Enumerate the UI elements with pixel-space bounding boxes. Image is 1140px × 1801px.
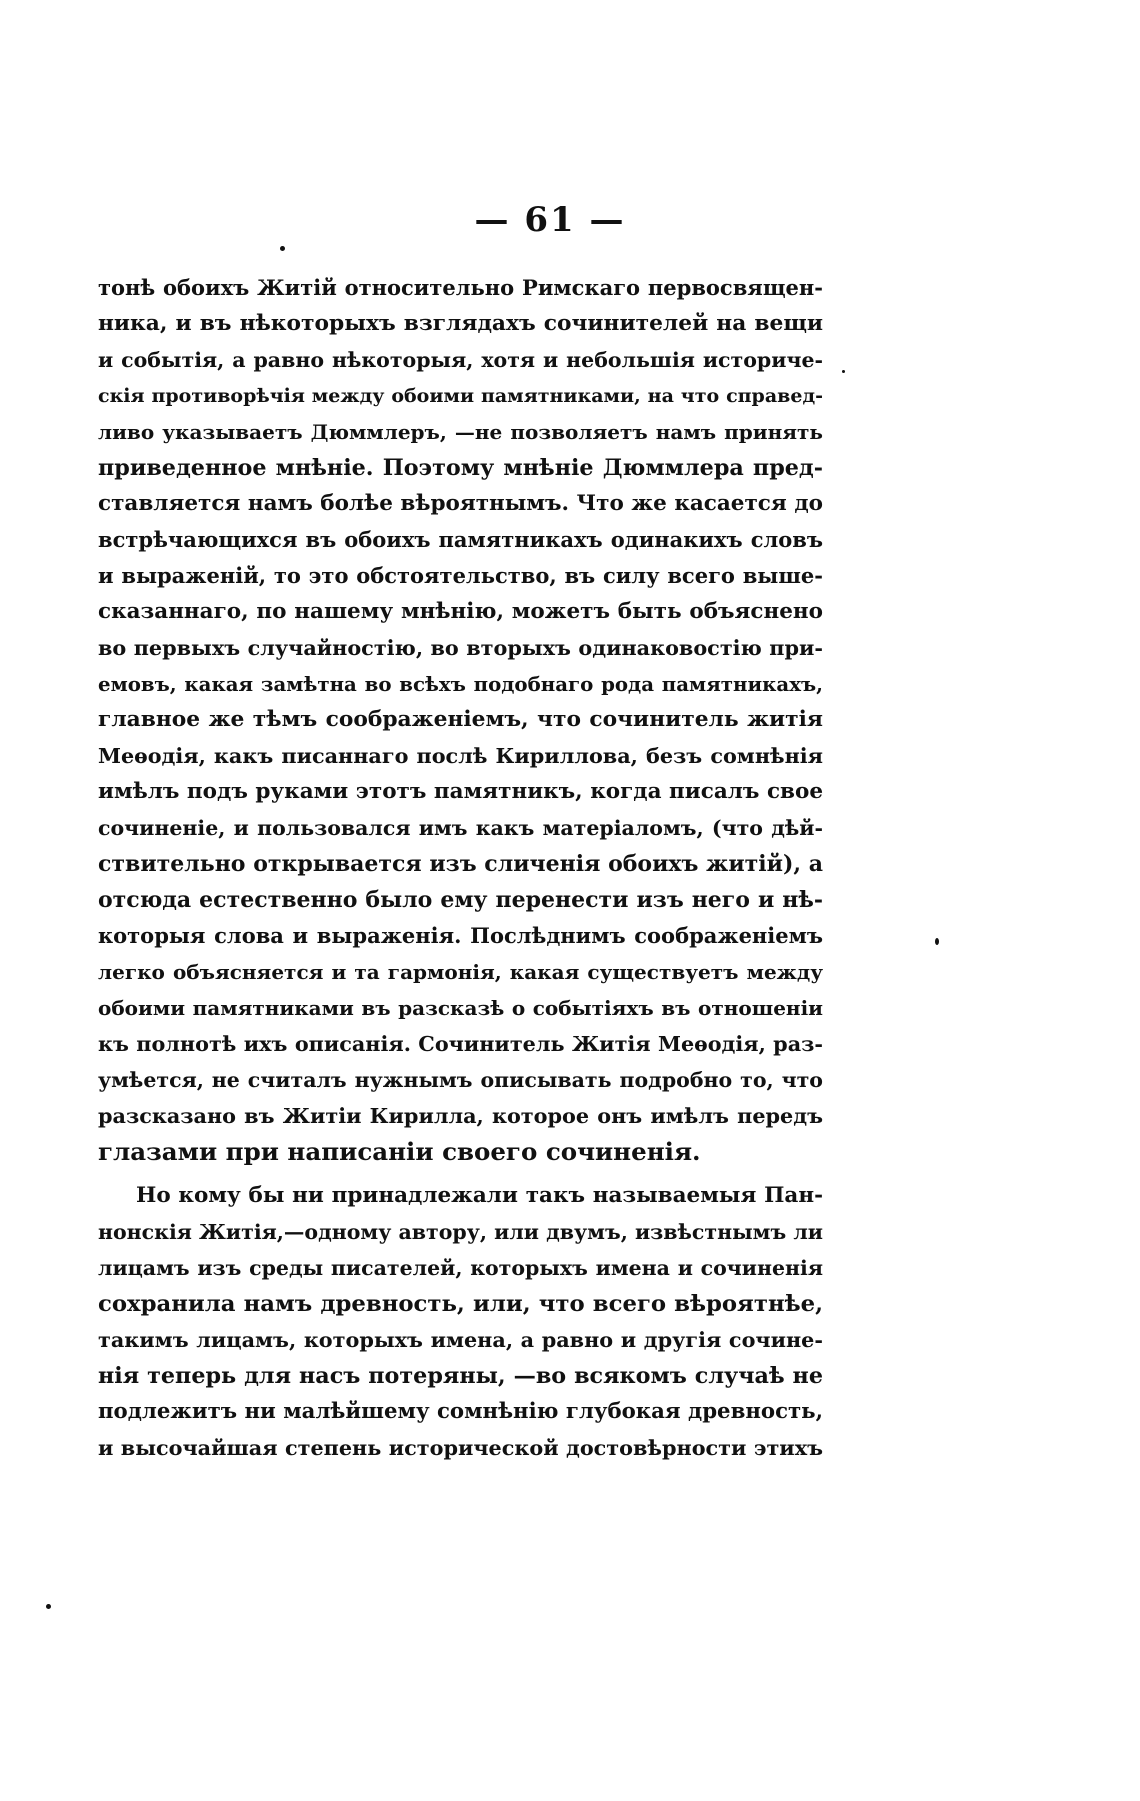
text-line: нонскія Житія,—одному автору, или двумъ, извѣстнымъ ли: [98, 1220, 823, 1244]
text-line: глазами при написаніи своего сочиненія.: [98, 1137, 701, 1166]
text-line: ника, и въ нѣкоторыхъ взглядахъ сочинителей на вещи: [98, 311, 823, 336]
paragraph-gap: [98, 1170, 823, 1178]
paragraph-1: [98, 270, 823, 1170]
text-line: Меѳодія, какъ писаннаго послѣ Кириллова, безъ сомнѣнія: [98, 744, 823, 768]
text-line: разсказано въ Житіи Кирилла, которое онъ имѣлъ передъ: [98, 1104, 823, 1128]
body-text: [98, 270, 823, 1466]
text-line: и высочайшая степень исторической достовѣрности этихъ: [98, 1436, 823, 1460]
ink-speck: [280, 246, 285, 251]
text-line: обоими памятниками въ разсказѣ о событіяхъ въ отношеніи: [98, 996, 823, 1020]
text-line: ставляется намъ болѣе вѣроятнымъ. Что же касается до: [98, 491, 823, 516]
text-line: приведенное мнѣніе. Поэтому мнѣніе Дюммлера пред-: [98, 455, 823, 481]
text-line: сказаннаго, по нашему мнѣнію, можетъ быть объяснено: [98, 599, 823, 624]
text-line: Но кому бы ни принадлежали такъ называемыя Пан-: [136, 1183, 823, 1208]
text-line: емовъ, какая замѣтна во всѣхъ подобнаго рода памятникахъ,: [98, 672, 823, 696]
text-line: лицамъ изъ среды писателей, которыхъ имена и сочиненія: [98, 1256, 823, 1280]
text-line: сохранила намъ древность, или, что всего вѣроятнѣе,: [98, 1291, 823, 1317]
text-line: имѣлъ подъ руками этотъ памятникъ, когда писалъ свое: [98, 779, 823, 804]
text-line: умѣется, не считалъ нужнымъ описывать подробно то, что: [98, 1068, 823, 1092]
text-line: сочиненіе, и пользовался имъ какъ матеріаломъ, (что дѣй-: [98, 816, 823, 840]
text-line: ливо указываетъ Дюммлеръ, —не позволяетъ намъ принять: [98, 420, 823, 444]
page-number: — 61 —: [474, 200, 626, 240]
text-line: скія противорѣчія между обоими памятниками, на что справед-: [98, 385, 823, 407]
text-line: во первыхъ случайностію, во вторыхъ одинаковостію при-: [98, 636, 823, 660]
text-line: къ полнотѣ ихъ описанія. Сочинитель Житія Меѳодія, раз-: [98, 1032, 823, 1056]
text-line: главное же тѣмъ соображеніемъ, что сочинитель житія: [98, 707, 823, 732]
ink-speck: [842, 370, 845, 373]
text-line: и выраженій, то это обстоятельство, въ силу всего выше-: [98, 563, 823, 588]
ink-speck: [935, 938, 939, 945]
text-line: нія теперь для насъ потеряны, —во всякомъ случаѣ не: [98, 1363, 823, 1389]
text-line: подлежитъ ни малѣйшему сомнѣнію глубокая древность,: [98, 1399, 823, 1424]
text-line: такимъ лицамъ, которыхъ имена, а равно и другія сочине-: [98, 1328, 823, 1352]
ink-speck: [46, 1604, 51, 1609]
text-line: которыя слова и выраженія. Послѣднимъ соображеніемъ: [98, 923, 823, 948]
text-line: встрѣчающихся въ обоихъ памятникахъ одинакихъ словъ: [98, 527, 823, 552]
text-line: ствительно открывается изъ сличенія обоихъ житій), а: [98, 851, 823, 877]
text-line: и событія, а равно нѣкоторыя, хотя и небольшія историче-: [98, 348, 823, 372]
text-line: легко объясняется и та гармонія, какая существуетъ между: [98, 960, 823, 984]
text-line: тонѣ обоихъ Житій относительно Римскаго первосвящен-: [98, 275, 823, 300]
paragraph-2: [98, 1178, 823, 1466]
text-line: отсюда естественно было ему перенести изъ него и нѣ-: [98, 887, 823, 913]
